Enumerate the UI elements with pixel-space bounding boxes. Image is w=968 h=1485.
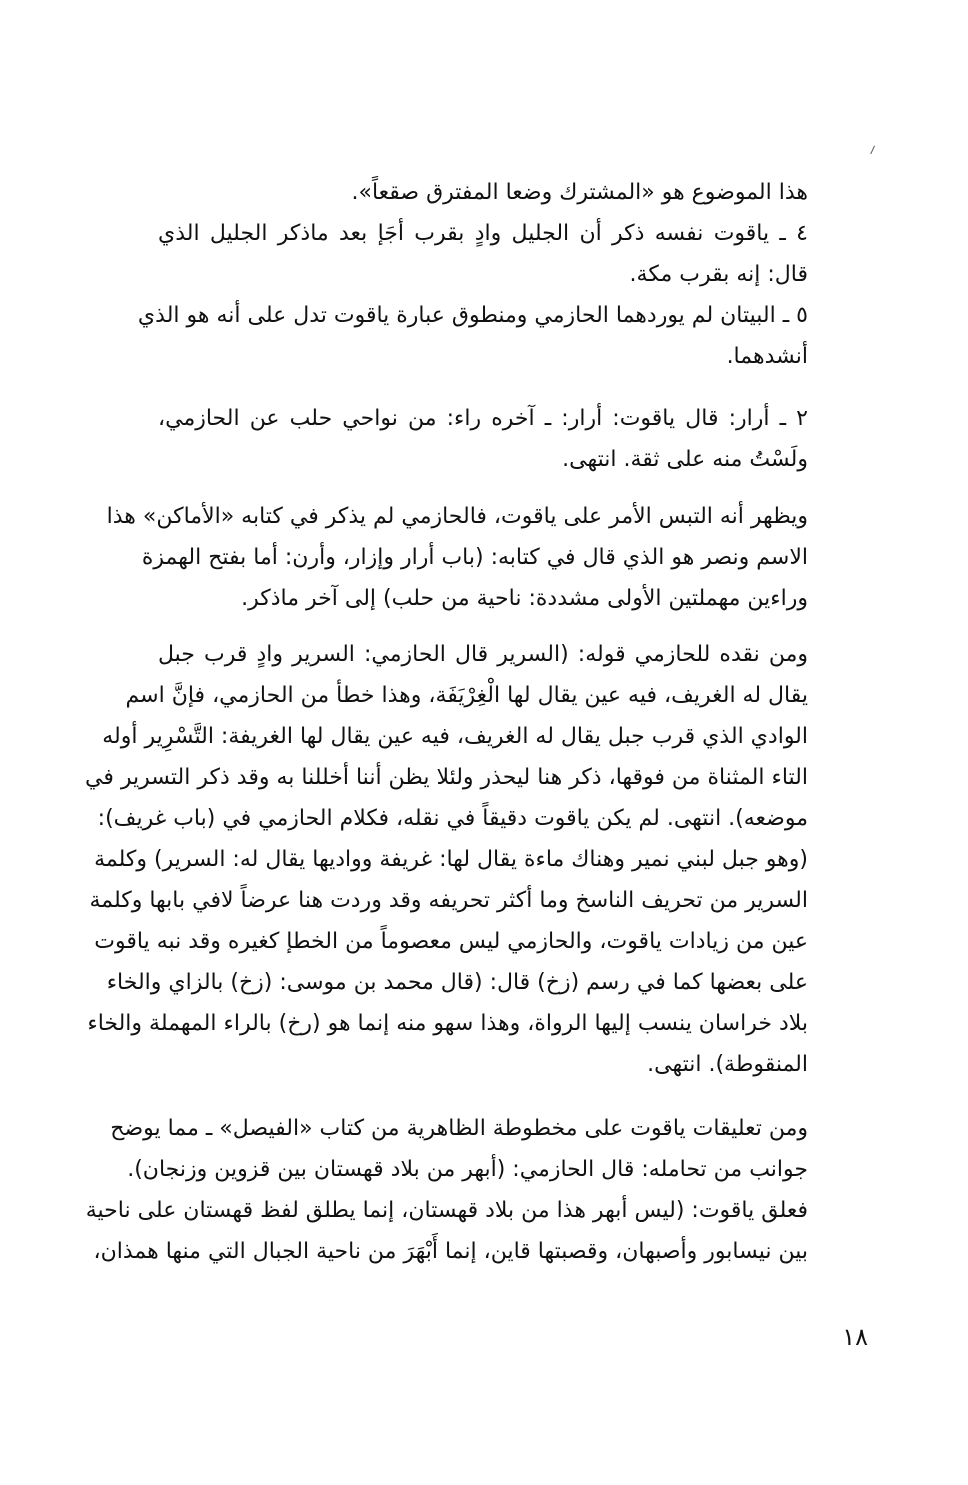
paragraph-notes-4-5	[137, 172, 808, 377]
text-line: عين من زيادات ياقوت، والحازمي ليس معصوماً من الخطإ كغيره وقد نبه ياقوت	[94, 929, 808, 954]
text-line: موضعه). انتهى. لم يكن ياقوت دقيقاً في نقله، فكلام الحازمي في (باب غريف):	[97, 806, 808, 831]
text-line: جوانب من تحامله: قال الحازمي: (أبهر من بلاد قهستان بين قزوين وزنجان).	[127, 1157, 808, 1182]
text-line: ٥ ـ البيتان لم يوردهما الحازمي ومنطوق عبارة ياقوت تدل على أنه هو الذي	[137, 303, 808, 328]
paragraph-confusion	[106, 496, 808, 619]
text-line: قال: إنه بقرب مكة.	[629, 262, 808, 287]
text-line: ومن تعليقات ياقوت على مخطوطة الظاهرية من كتاب «الفيصل» ـ مما يوضح	[110, 1116, 808, 1141]
text-line: فعلق ياقوت: (ليس أبهر هذا من بلاد قهستان، إنما يطلق لفظ قهستان على ناحية	[85, 1198, 808, 1223]
paragraph-comments	[85, 1108, 808, 1272]
text-line: ومن نقده للحازمي قوله: (السرير قال الحازمي: السرير وادٍ قرب جبل	[158, 642, 808, 667]
text-line: ٤ ـ ياقوت نفسه ذكر أن الجليل وادٍ بقرب أجَإ بعد ماذكر الجليل الذي	[158, 221, 808, 246]
text-line: على بعضها كما في رسم (زخ) قال: (قال محمد بن موسى: (زخ) بالزاي والخاء	[106, 970, 808, 995]
text-line: بلاد خراسان ينسب إليها الرواة، وهذا سهو منه إنما هو (رخ) بالراء المهملة والخاء	[87, 1011, 808, 1036]
text-line: ٢ ـ أرار: قال ياقوت: أرار: ـ آخره راء: من نواحي حلب عن الحازمي،	[158, 406, 808, 431]
paragraph-note-2-arar	[158, 398, 808, 480]
text-line: التاء المثناة من فوقها، ذكر هنا ليحذر ولئلا يظن أننا أخللنا به وقد ذكر التسرير في	[85, 765, 808, 790]
text-line: أنشدهما.	[726, 344, 808, 369]
text-line: وراءين مهملتين الأولى مشددة: ناحية من حلب) إلى آخر ماذكر.	[241, 586, 808, 611]
text-line: بين نيسابور وأصبهان، وقصبتها قاين، إنما أَبْهَرَ من ناحية الجبال التي منها همذان،	[93, 1239, 808, 1264]
paragraph-critique	[85, 634, 808, 1085]
text-line: (وهو جبل لبني نمير وهناك ماءة يقال لها: غريفة وواديها يقال له: السرير) وكلمة	[94, 847, 808, 872]
text-line: هذا الموضوع هو «المشترك وضعا المفترق صقعاً».	[351, 180, 808, 205]
stray-pen-mark	[870, 146, 877, 156]
text-line: يقال له الغريف، فيه عين يقال لها الْغِرْيَفَة، وهذا خطأ من الحازمي، فإنَّ اسم	[125, 683, 808, 708]
text-line: السرير من تحريف الناسخ وما أكثر تحريفه وقد وردت هنا عرضاً لافي بابها وكلمة	[89, 888, 808, 913]
text-line: ولَسْتُ منه على ثقة. انتهى.	[562, 447, 808, 472]
text-line: المنقوطة). انتهى.	[647, 1052, 808, 1077]
text-line: الاسم ونصر هو الذي قال في كتابه: (باب أرار وإزار، وأرن: أما بفتح الهمزة	[141, 545, 808, 570]
text-line: ويظهر أنه التبس الأمر على ياقوت، فالحازمي لم يذكر في كتابه «الأماكن» هذا	[106, 504, 808, 529]
page-number: ١٨	[842, 1323, 868, 1351]
text-line: الوادي الذي قرب جبل يقال له الغريف، فيه عين يقال لها الغريفة: التَّسْرِير أوله	[102, 724, 808, 749]
